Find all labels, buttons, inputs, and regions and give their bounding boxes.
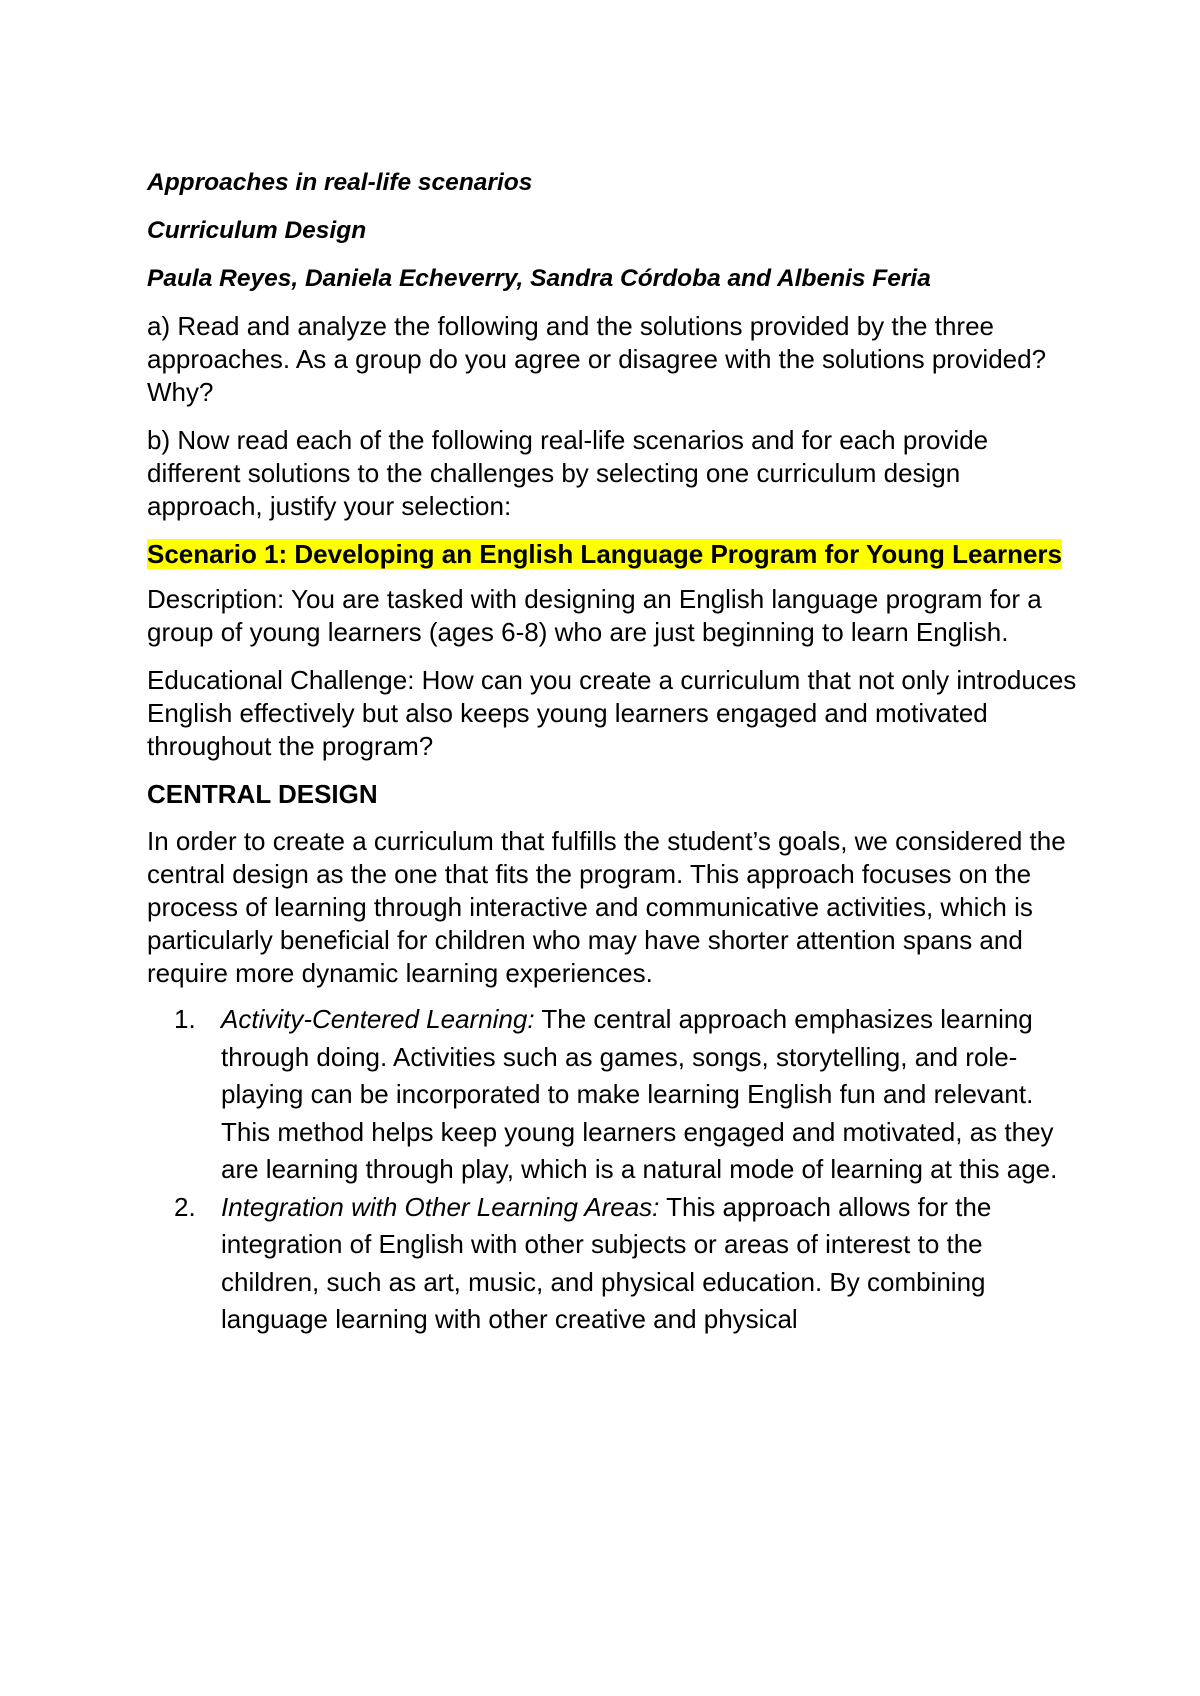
section-heading: CENTRAL DESIGN <box>147 779 378 809</box>
scenario-title <box>147 538 1077 571</box>
section-intro: In order to create a curriculum that fulfills the student’s goals, we considered the central design as the one that fits the program. This approach focuses on the process of learning through interactive and communicative activities, which is particularly beneficial for children who may have shorter attention spans and require more dynamic learning experiences. <box>147 826 1066 988</box>
list-item-number: 1. <box>174 1004 196 1034</box>
list-item-term: Activity-Centered Learning: <box>221 1004 535 1034</box>
instruction-a: a) Read and analyze the following and the solutions provided by the three approaches. As a group do you agree or disagree with the solutions provided? Why? <box>147 311 1047 407</box>
list-item-text: The central approach emphasizes learning through doing. Activities such as games, songs, storytelling, and role-playing can be incorporated to make learning English fun and relevant. This method helps keep young learners engaged and motivated, as they are learning through play, which is a natural mode of learning at this age. <box>221 1004 1058 1184</box>
scenario-title-text: Scenario 1: Developing an English Language Program for Young Learners <box>147 539 1063 569</box>
approach-list <box>147 1001 1077 1339</box>
instruction-b: b) Now read each of the following real-life scenarios and for each provide different solutions to the challenges by selecting one curriculum design approach, justify your selection: <box>147 425 989 521</box>
list-item <box>147 1001 1077 1189</box>
document-page <box>147 166 1077 1339</box>
document-authors: Paula Reyes, Daniela Echeverry, Sandra Córdoba and Albenis Feria <box>147 265 931 292</box>
scenario-description: Description: You are tasked with designing an English language program for a group of young learners (ages 6-8) who are just beginning to learn English. <box>147 584 1042 647</box>
list-item-term: Integration with Other Learning Areas: <box>221 1191 660 1222</box>
document-title: Approaches in real-life scenarios <box>147 169 533 196</box>
list-item-text: This approach allows for the integration of English with other subjects or areas of interest to the children, such as art, music, and physical education. By combining language learning with other creative and physical <box>221 1191 992 1334</box>
scenario-challenge: Educational Challenge: How can you create a curriculum that not only introduces English effectively but also keeps young learners engaged and motivated throughout the program? <box>147 665 1077 761</box>
document-subject: Curriculum Design <box>147 217 367 244</box>
list-item <box>147 1189 1077 1339</box>
list-item-number: 2. <box>174 1191 196 1222</box>
